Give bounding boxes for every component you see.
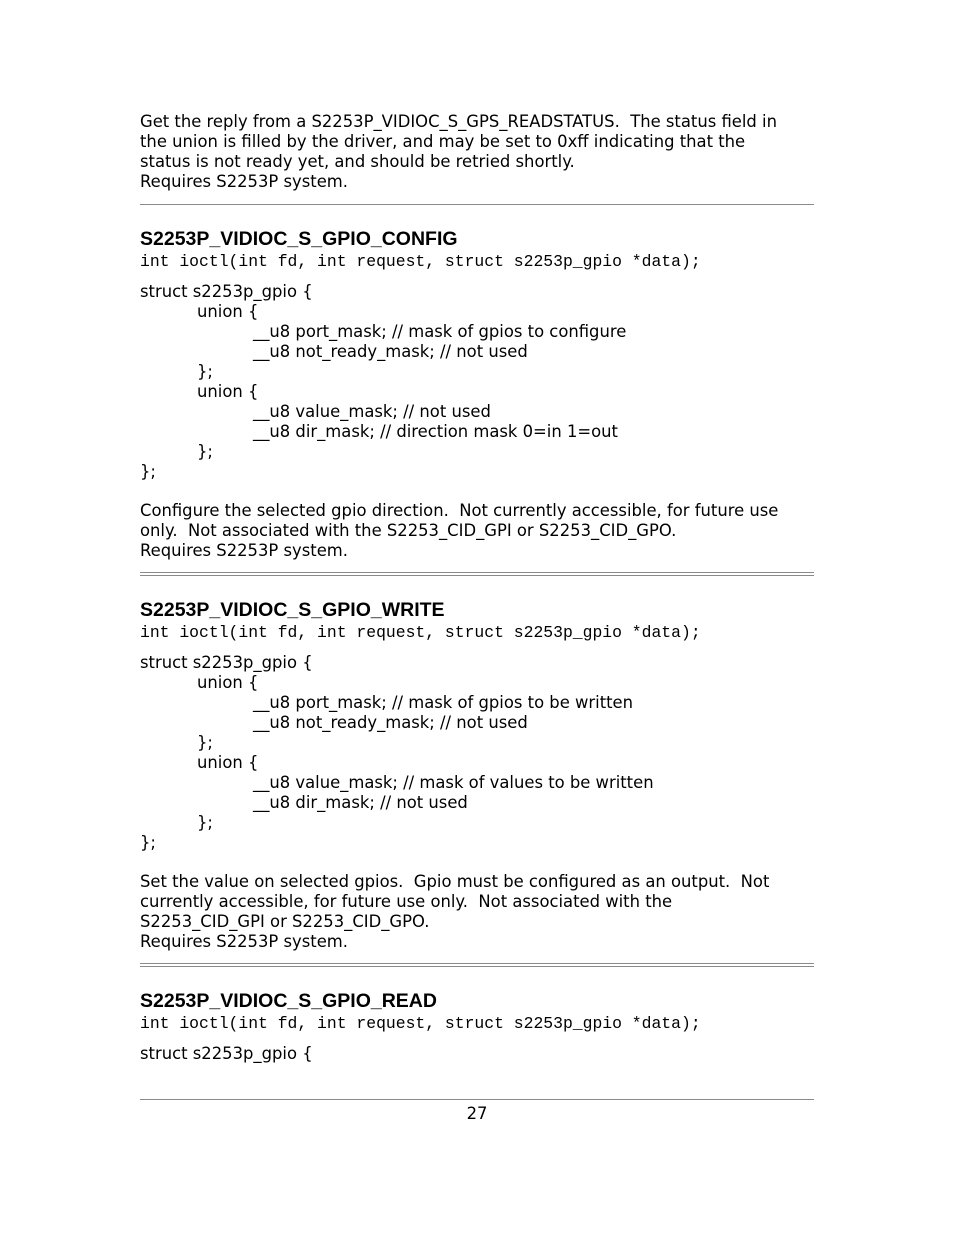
code-line: }; [140, 833, 156, 852]
section-description [140, 501, 814, 561]
text-line: Requires S2253P system. [140, 172, 348, 191]
section-divider [140, 572, 814, 576]
code-line: struct s2253p_gpio { [140, 653, 313, 672]
text-line: Configure the selected gpio direction. Not currently accessible, for future use [140, 501, 779, 520]
section-divider [140, 963, 814, 967]
code-line: union { [197, 673, 259, 692]
code-line: __u8 value_mask; // mask of values to be written [253, 773, 654, 792]
code-line: __u8 dir_mask; // not used [253, 793, 468, 812]
section-title: S2253P_VIDIOC_S_GPIO_WRITE [140, 599, 445, 621]
text-line: Requires S2253P system. [140, 932, 348, 951]
text-line: Set the value on selected gpios. Gpio must be configured as an output. Not [140, 872, 770, 891]
text-line: the union is filled by the driver, and may be set to 0xff indicating that the [140, 132, 746, 151]
code-line: struct s2253p_gpio { [140, 282, 313, 301]
code-line: __u8 value_mask; // not used [253, 402, 491, 421]
struct-definition [140, 1044, 814, 1064]
code-line: }; [197, 813, 213, 832]
struct-definition [140, 653, 814, 853]
code-line: }; [197, 733, 213, 752]
code-line: }; [197, 362, 213, 381]
function-prototype: int ioctl(int fd, int request, struct s2253p_gpio *data); [140, 623, 701, 642]
section-title: S2253P_VIDIOC_S_GPIO_READ [140, 990, 437, 1012]
section-description [140, 872, 814, 952]
text-line: Get the reply from a S2253P_VIDIOC_S_GPS_READSTATUS. The status field in [140, 112, 777, 131]
code-line: __u8 dir_mask; // direction mask 0=in 1=out [253, 422, 618, 441]
code-line: struct s2253p_gpio { [140, 1044, 313, 1063]
code-line: }; [140, 462, 156, 481]
text-line: status is not ready yet, and should be retried shortly. [140, 152, 575, 171]
code-line: }; [197, 442, 213, 461]
text-line: S2253_CID_GPI or S2253_CID_GPO. [140, 912, 430, 931]
section-gpio-write [140, 598, 814, 952]
code-line: __u8 port_mask; // mask of gpios to configure [253, 322, 627, 341]
struct-definition [140, 282, 814, 482]
text-line: Requires S2253P system. [140, 541, 348, 560]
code-line: __u8 not_ready_mask; // not used [253, 713, 528, 732]
function-prototype: int ioctl(int fd, int request, struct s2253p_gpio *data); [140, 1014, 701, 1033]
section-divider [140, 204, 814, 205]
footer-divider [140, 1099, 814, 1100]
intro-paragraph [140, 112, 814, 192]
text-line: currently accessible, for future use only. Not associated with the [140, 892, 673, 911]
code-line: __u8 port_mask; // mask of gpios to be written [253, 693, 634, 712]
code-line: union { [197, 382, 259, 401]
section-gpio-read [140, 989, 814, 1064]
code-line: union { [197, 753, 259, 772]
document-page [140, 112, 814, 1064]
text-line: only. Not associated with the S2253_CID_GPI or S2253_CID_GPO. [140, 521, 677, 540]
code-line: union { [197, 302, 259, 321]
section-title: S2253P_VIDIOC_S_GPIO_CONFIG [140, 228, 458, 250]
code-line: __u8 not_ready_mask; // not used [253, 342, 528, 361]
page-number: 27 [466, 1104, 488, 1123]
function-prototype: int ioctl(int fd, int request, struct s2253p_gpio *data); [140, 252, 701, 271]
section-gpio-config [140, 227, 814, 561]
